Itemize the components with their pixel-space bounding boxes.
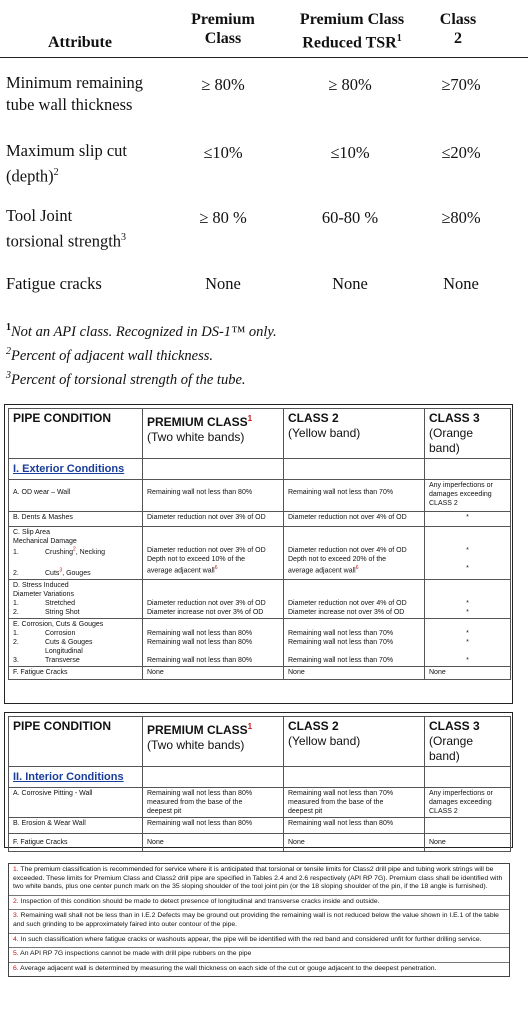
attribute-table-header [0, 0, 528, 58]
table-row: F. Fatigue Cracks None None None [9, 834, 511, 852]
premium-value: ≥ 80 % [199, 208, 247, 227]
section-exterior-conditions: I. Exterior Conditions [13, 463, 125, 475]
table-header-row [9, 717, 511, 767]
class2-value: None [443, 274, 479, 293]
header-class-2: CLASS 2 (Yellow band) [284, 717, 425, 767]
section-interior-conditions: II. Interior Conditions [13, 771, 124, 783]
note-5: 5. An API RP 7G inspections cannot be made with drill pipe rubbers on the pipe [9, 948, 509, 963]
premium-value: None [205, 274, 241, 293]
table-row: C. Slip Area Mechanical Damage 1. Crushing$^2$, Necking 2. Cuts$^3$, Gouges Diameter reduction not over 3% of OD Depth not to exceed 10% of the average adjacent wall$^6$ Diameter reduction not over 4% of OD Depth not to exceed 20% of the average adjacent wall$^6$ * * [9, 527, 511, 580]
note-4: 4. In such classification where fatigue cracks or washouts appear, the pipe will be identified with the red band and considered unfit for further drilling service. [9, 934, 509, 949]
header-pipe-condition: PIPE CONDITION [9, 717, 143, 767]
note-3: 3. Remaining wall shall not be less than in I.E.2 Defects may be ground out providing the remaining wall is not reduced below the value shown in I.E.1 of the table and such grinding to be approximately faired into outer contour of the pipe. [9, 910, 509, 933]
header-premium-class: Premium Class [191, 11, 255, 47]
premium-value: ≤10% [203, 143, 243, 162]
footnote-1: $^1$Not an API class. Recognized in DS-1™ only. [6, 322, 277, 340]
header-premium-class: PREMIUM CLASS$^1$ (Two white bands) [143, 717, 284, 767]
header-premium-class: PREMIUM CLASS$^1$ (Two white bands) [143, 409, 284, 459]
table-row: A. OD wear – Wall Remaining wall not less than 80% Remaining wall not less than 70% Any imperfections or damages exceeding CLASS 2 [9, 480, 511, 512]
reduced-value: 60-80 % [321, 208, 379, 227]
note-1: 1. The premium classification is recommended for service where it is anticipated that torsional or tensile limits for Class2 drill pipe and tubing work strings will be exceeded. These limits for Premium Class and Class2 drill pipe are specified in Tables 2.4 and 2.6 respectively (API RP 7G). Premium class shall be identified with two white bands, plus one center punch mark on the 35 sloping shoulder of the tool joint pin (or the 18 sloping shoulder of the pin, if the 18 angle is furnished). [9, 864, 509, 896]
header-class-3: CLASS 3 (Orange band) [425, 717, 511, 767]
section-row [9, 767, 511, 788]
header-pipe-condition: PIPE CONDITION [9, 409, 143, 459]
table-row: B. Erosion & Wear Wall Remaining wall not less than 80% Remaining wall not less than 80% [9, 818, 511, 834]
header-class-2: Class 2 [439, 11, 477, 47]
footnote-3: $^3$Percent of torsional strength of the tube. [6, 370, 246, 388]
class2-value: ≤20% [441, 143, 481, 162]
header-class-2: CLASS 2 (Yellow band) [284, 409, 425, 459]
footnote-2: $^2$Percent of adjacent wall thickness. [6, 346, 214, 364]
table-header-row [9, 409, 511, 459]
header-premium-reduced-tsr: Premium Class Reduced TSR$^1$ [299, 11, 405, 52]
header-attribute: Attribute [48, 34, 112, 51]
reduced-value: ≥ 80% [328, 75, 372, 94]
class2-value: ≥70% [441, 75, 481, 94]
interior-conditions-table [8, 716, 511, 852]
section-row [9, 459, 511, 480]
header-class-3: CLASS 3 (Orange band) [425, 409, 511, 459]
reduced-value: None [332, 274, 368, 293]
table-row: D. Stress Induced Diameter Variations 1. Stretched 2. String Shot Diameter reduction not over 3% of OD Diameter increase not over 3% of OD Diameter reduction not over 4% of OD Diameter increase not over 3% of OD * * [9, 579, 511, 618]
table-row: E. Corrosion, Cuts & Gouges 1. Corrosion 2. Cuts & Gouges Longitudinal 3. Transverse Remaining wall not less than 80% Remaining wall not less than 80% Remaining wall not less than 80% Remaining wall not less than 70% Remaining wall not less than 70% Remaining wall not less than 70% * * * [9, 618, 511, 666]
notes-box [8, 863, 510, 977]
attribute-table: Attribute Premium Class Premium Class Reduced TSR$^1$ Class 2 Minimum remaining tube wall thickness ≥ 80% ≥ 80% ≥70% Maximum slip cut (depth)$^2$ ≤10% ≤10% ≤20% Tool Joint torsional strength$^3$ ≥ 80 % 60-80 % ≥80% Fatigue cracks None None None $^1$Not an API class. Recognized in DS-1™ only. $^2$Percent of adjacent wall thickness. $^3$Percent of torsional strength of the tube. [0, 0, 528, 58]
exterior-conditions-table [8, 408, 511, 680]
class2-value: ≥80% [441, 208, 481, 227]
premium-value: ≥ 80% [201, 75, 245, 94]
reduced-value: ≤10% [330, 143, 370, 162]
table-row: F. Fatigue Cracks None None None [9, 666, 511, 679]
note-6: 6. Average adjacent wall is determined by measuring the wall thickness on each side of the cut or gouge adjacent to the deepest penetration. [13, 964, 437, 972]
note-2: 2. Inspection of this condition should be made to detect presence of longitudinal and transverse cracks inside and outside. [9, 896, 509, 911]
table-row: B. Dents & Mashes Diameter reduction not over 3% of OD Diameter reduction not over 4% of OD * [9, 512, 511, 527]
table-row: A. Corrosive Pitting - Wall Remaining wall not less than 80% measured from the base of the deepest pit Remaining wall not less than 70% measured from the base of the deepest pit Any imperfections or damages exceeding CLASS 2 [9, 788, 511, 818]
